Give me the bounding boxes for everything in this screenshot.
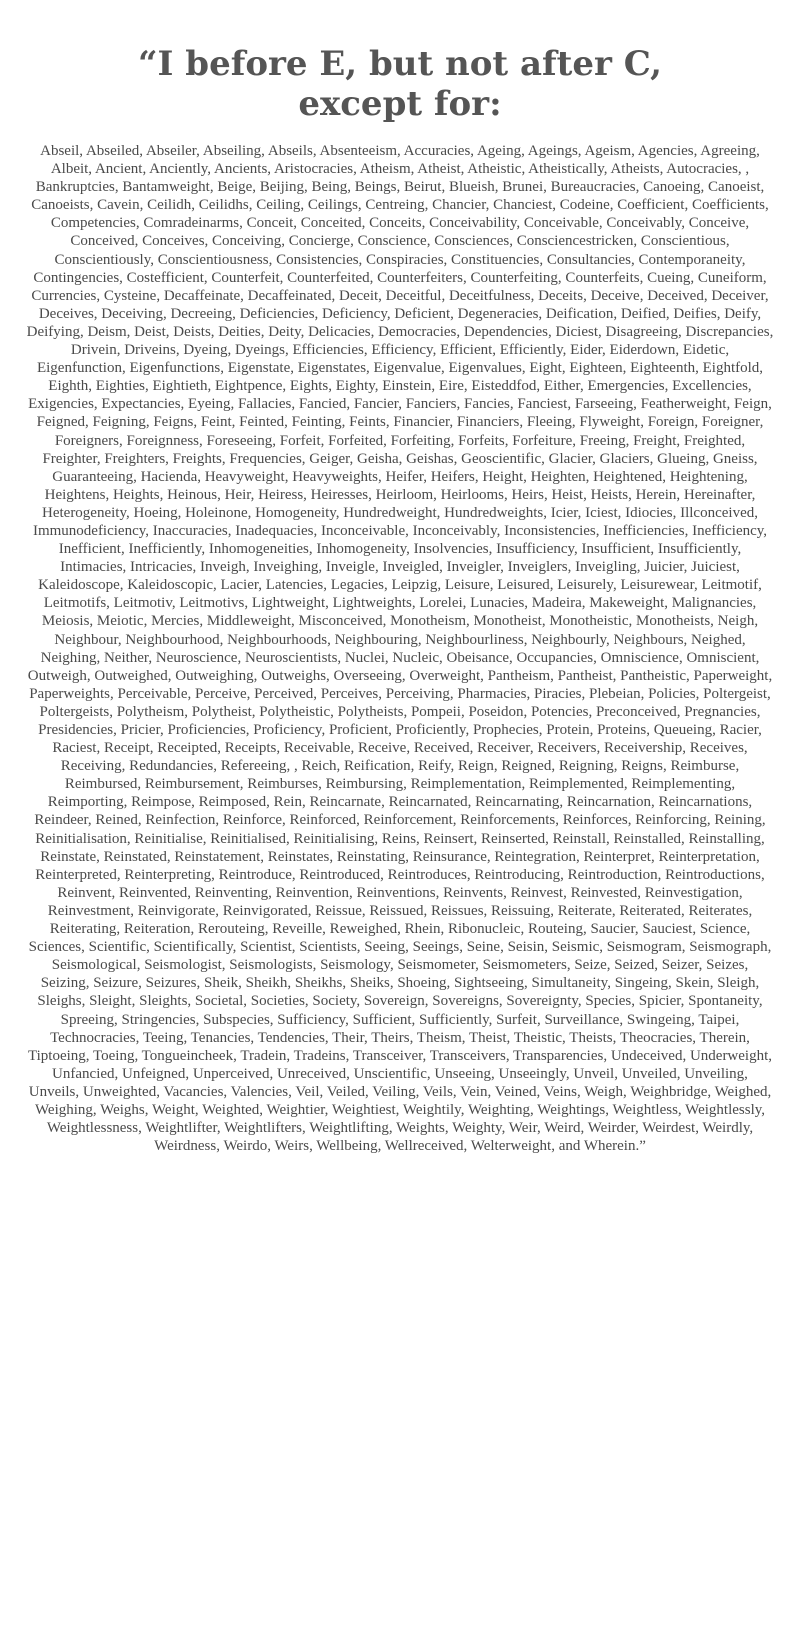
title-line-1: “I before E, but not after C,: [138, 44, 662, 84]
word-list: Abseil, Abseiled, Abseiler, Abseiling, Abseils, Absenteeism, Accuracies, Ageing, Ageings, Ageism, Agencies, Agreeing, Albeit, Ancient, Anciently, Ancients, Aristocracies, Atheism, Atheist, Atheistic, Atheistically, Atheists, Autocracies, , Bankruptcies, Bantamweight, Beige, Beijing, Being, Beings, Beirut, Blueish, Brunei, Bureaucracies, Canoeing, Canoeist, Canoeists, Cavein, Ceilidh, Ceilidhs, Ceiling, Ceilings, Centreing, Chancier, Chanciest, Codeine, Coefficient, Coefficients, Competencies, Comradeinarms, Conceit, Conceited, Conceits, Conceivability, Conceivable, Conceivably, Conceive, Conceived, Conceives, Conceiving, Concierge, Conscience, Consciences, Consciencestricken, Conscientious, Conscientiously, Conscientiousness, Consistencies, Conspiracies, Constituencies, Consultancies, Contemporaneity, Contingencies, Costefficient, Counterfeit, Counterfeited, Counterfeiters, Counterfeiting, Counterfeits, Cueing, Cuneiform, Currencies, Cysteine, Decaffeinate, Decaffeinated, Deceit, Deceitful, Deceitfulness, Deceits, Deceive, Deceived, Deceiver, Deceives, Deceiving, Decreeing, Deficiencies, Deficiency, Deficient, Degeneracies, Deification, Deified, Deifies, Deify, Deifying, Deism, Deist, Deists, Deities, Deity, Delicacies, Democracies, Dependencies, Diciest, Disagreeing, Discrepancies, Drivein, Driveins, Dyeing, Dyeings, Efficiencies, Efficiency, Efficient, Efficiently, Eider, Eiderdown, Eidetic, Eigenfunction, Eigenfunctions, Eigenstate, Eigenstates, Eigenvalue, Eigenvalues, Eight, Eighteen, Eighteenth, Eightfold, Eighth, Eighties, Eightieth, Eightpence, Eights, Eighty, Einstein, Eire, Eisteddfod, Either, Emergencies, Excellencies, Exigencies, Expectancies, Eyeing, Fallacies, Fancied, Fancier, Fanciers, Fancies, Fanciest, Farseeing, Featherweight, Feign, Feigned, Feigning, Feigns, Feint, Feinted, Feinting, Feints, Financier, Financiers, Fleeing, Flyweight, Foreign, Foreigner, Foreigners, Foreignness, Foreseeing, Forfeit, Forfeited, Forfeiting, Forfeits, Forfeiture, Freeing, Freight, Freighted, Freighter, Freighters, Freights, Frequencies, Geiger, Geisha, Geishas, Geoscientific, Glacier, Glaciers, Glueing, Gneiss, Guaranteeing, Hacienda, Heavyweight, Heavyweights, Heifer, Heifers, Height, Heighten, Heightened, Heightening, Heightens, Heights, Heinous, Heir, Heiress, Heiresses, Heirloom, Heirlooms, Heirs, Heist, Heists, Herein, Hereinafter, Heterogeneity, Hoeing, Holeinone, Homogeneity, Hundredweight, Hundredweights, Icier, Iciest, Idiocies, Illconceived, Immunodeficiency, Inaccuracies, Inadequacies, Inconceivable, Inconceivably, Inconsistencies, Inefficiencies, Inefficiency, Inefficient, Inefficiently, Inhomogeneities, Inhomogeneity, Insolvencies, Insufficiency, Insufficient, Insufficiently, Intimacies, Intricacies, Inveigh, Inveighing, Inveigle, Inveigled, Inveigler, Inveiglers, Inveigling, Juicier, Juiciest, Kaleidoscope, Kaleidoscopic, Lacier, Latencies, Legacies, Leipzig, Leisure, Leisured, Leisurely, Leisurewear, Leitmotif, Leitmotifs, Leitmotiv, Leitmotivs, Lightweight, Lightweights, Lorelei, Lunacies, Madeira, Makeweight, Malignancies, Meiosis, Meiotic, Mercies, Middleweight, Misconceived, Monotheism, Monotheist, Monotheistic, Monotheists, Neigh, Neighbour, Neighbourhood, Neighbourhoods, Neighbouring, Neighbourliness, Neighbourly, Neighbours, Neighed, Neighing, Neither, Neuroscience, Neuroscientists, Nuclei, Nucleic, Obeisance, Occupancies, Omniscience, Omniscient, Outweigh, Outweighed, Outweighing, Outweighs, Overseeing, Overweight, Pantheism, Pantheist, Pantheistic, Paperweight, Paperweights, Perceivable, Perceive, Perceived, Perceives, Perceiving, Pharmacies, Piracies, Plebeian, Policies, Poltergeist, Poltergeists, Polytheism, Polytheist, Polytheistic, Polytheists, Pompeii, Poseidon, Potencies, Preconceived, Pregnancies, Presidencies, Pricier, Proficiencies, Proficiency, Proficient, Proficiently, Prophecies, Protein, Proteins, Queueing, Racier, Raciest, Receipt, Receipted, Receipts, Receivable, Receive, Received, Receiver, Receivers, Receivership, Receives, Receiving, Redundancies, Refereeing, , Reich, Reification, Reify, Reign, Reigned, Reigning, Reigns, Reimburse, Reimbursed, Reimbursement, Reimburses, Reimbursing, Reimplementation, Reimplemented, Reimplementing, Reimporting, Reimpose, Reimposed, Rein, Reincarnate, Reincarnated, Reincarnating, Reincarnation, Reincarnations, Reindeer, Reined, Reinfection, Reinforce, Reinforced, Reinforcement, Reinforcements, Reinforces, Reinforcing, Reining, Reinitialisation, Reinitialise, Reinitialised, Reinitialising, Reins, Reinsert, Reinserted, Reinstall, Reinstalled, Reinstalling, Reinstate, Reinstated, Reinstatement, Reinstates, Reinstating, Reinsurance, Reintegration, Reinterpret, Reinterpretation, Reinterpreted, Reinterpreting, Reintroduce, Reintroduced, Reintroduces, Reintroducing, Reintroduction, Reintroductions, Reinvent, Reinvented, Reinventing, Reinvention, Reinventions, Reinvents, Reinvest, Reinvested, Reinvestigation, Reinvestment, Reinvigorate, Reinvigorated, Reissue, Reissued, Reissues, Reissuing, Reiterate, Reiterated, Reiterates, Reiterating, Reiteration, Rerouteing, Reveille, Reweighed, Rhein, Ribonucleic, Routeing, Saucier, Sauciest, Science, Sciences, Scientific, Scientifically, Scientist, Scientists, Seeing, Seeings, Seine, Seisin, Seismic, Seismogram, Seismograph, Seismological, Seismologist, Seismologists, Seismology, Seismometer, Seismometers, Seize, Seized, Seizer, Seizes, Seizing, Seizure, Seizures, Sheik, Sheikh, Sheikhs, Sheiks, Shoeing, Sightseeing, Simultaneity, Singeing, Skein, Sleigh, Sleighs, Sleight, Sleights, Societal, Societies, Society, Sovereign, Sovereigns, Sovereignty, Species, Spicier, Spontaneity, Spreeing, Stringencies, Subspecies, Sufficiency, Sufficient, Sufficiently, Surfeit, Surveillance, Swingeing, Taipei, Technocracies, Teeing, Tenancies, Tendencies, Their, Theirs, Theism, Theist, Theistic, Theists, Theocracies, Therein, Tiptoeing, Toeing, Tongueincheek, Tradein, Tradeins, Transceiver, Transceivers, Transparencies, Undeceived, Underweight, Unfancied, Unfeigned, Unperceived, Unreceived, Unscientific, Unseeing, Unseeingly, Unveil, Unveiled, Unveiling, Unveils, Unweighted, Vacancies, Valencies, Veil, Veiled, Veiling, Veils, Vein, Veined, Veins, Weigh, Weighbridge, Weighed, Weighing, Weighs, Weight, Weighted, Weightier, Weightiest, Weightily, Weighting, Weightings, Weightless, Weightlessly, Weightlessness, Weightlifter, Weightlifters, Weightlifting, Weights, Weighty, Weir, Weird, Weirder, Weirdest, Weirdly, Weirdness, Weirdo, Weirs, Wellbeing, Wellreceived, Welterweight, and Wherein.”: [26, 143, 774, 1155]
page-title: [26, 44, 774, 124]
title-line-2: except for:: [298, 84, 502, 124]
